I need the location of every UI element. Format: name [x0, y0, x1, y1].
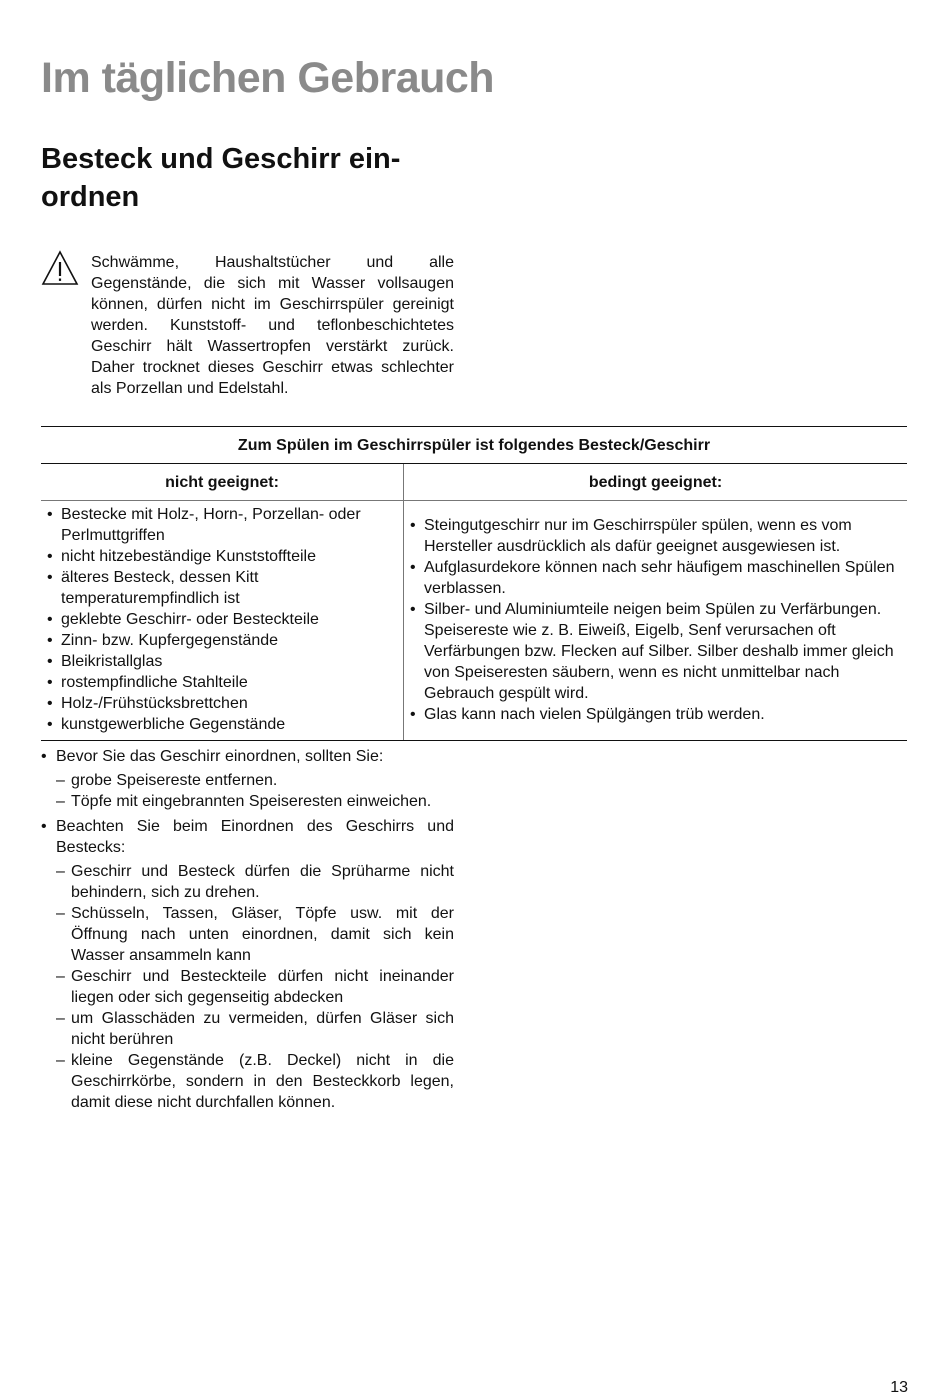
page-title: Im täglichen Gebrauch: [41, 54, 495, 102]
sub-list-item: – Schüsseln, Tassen, Gläser, Töpfe usw. mit der Öffnung nach unten einordnen, damit sich kein Wasser ansammeln kann: [56, 903, 454, 966]
conditionally-suitable-list: [404, 501, 907, 730]
instruction-text: Beachten Sie beim Einordnen des Geschirrs und Bestecks:: [56, 818, 454, 856]
list-item: • Holz-/Frühstücksbrettchen: [47, 693, 399, 714]
list-item: • geklebte Geschirr- oder Besteckteile: [47, 609, 399, 630]
list-item: • Bestecke mit Holz-, Horn-, Porzellan- oder Perlmuttgriffen: [47, 504, 399, 546]
instructions: [41, 746, 454, 1113]
section-title: [41, 140, 461, 216]
sub-list-item: – kleine Gegenstände (z.B. Deckel) nicht in die Geschirrkörbe, sondern in den Besteckkorb legen, damit diese nicht durchfallen können.: [56, 1050, 454, 1113]
list-item: • Silber- und Aluminiumteile neigen beim Spülen zu Verfärbungen. Speisereste wie z. B. Eiweiß, Eigelb, Senf verursachen oft Verfärbungen bzw. Flecken auf Silber. Silber deshalb immer gleich von Speiseresten säubern, wenn es nicht unmittelbar nach Gebrauch gespült wird.: [410, 599, 897, 704]
section-title-line: ordnen: [41, 181, 140, 213]
list-item: • Zinn- bzw. Kupfergegenstände: [47, 630, 399, 651]
compatibility-table: [41, 426, 907, 741]
instruction-item: [41, 816, 454, 1113]
list-item: • älteres Besteck, dessen Kitt temperaturempfindlich ist: [47, 567, 399, 609]
bullet: •: [41, 818, 47, 835]
warning-triangle-icon: [41, 250, 79, 286]
sub-list-item: – um Glasschäden zu vermeiden, dürfen Gläser sich nicht berühren: [56, 1008, 454, 1050]
list-item: • Aufglasurdekore können nach sehr häufigem maschinellen Spülen verblassen.: [410, 557, 897, 599]
table-caption: Zum Spülen im Geschirrspüler ist folgendes Besteck/Geschirr: [41, 427, 907, 464]
instruction-sub-list: [56, 770, 454, 812]
instruction-item: [41, 746, 454, 812]
not-suitable-cell: [41, 501, 404, 741]
conditionally-suitable-cell: [404, 501, 908, 741]
list-item: • nicht hitzebeständige Kunststoffteile: [47, 546, 399, 567]
instruction-sub-list: [56, 861, 454, 1113]
sub-list-item: – Geschirr und Besteckteile dürfen nicht ineinander liegen oder sich gegenseitig abdecken: [56, 966, 454, 1008]
column-header-not-suitable: nicht geeignet:: [41, 464, 404, 501]
instruction-text: Bevor Sie das Geschirr einordnen, sollten Sie:: [56, 748, 384, 765]
page-number: 13: [890, 1379, 908, 1396]
column-header-conditionally-suitable: bedingt geeignet:: [404, 464, 908, 501]
list-item: • Bleikristallglas: [47, 651, 399, 672]
sub-list-item: – Geschirr und Besteck dürfen die Sprüharme nicht behindern, sich zu drehen.: [56, 861, 454, 903]
list-item: • kunstgewerbliche Gegenstände: [47, 714, 399, 735]
sub-list-item: – Töpfe mit eingebrannten Speiseresten einweichen.: [56, 791, 454, 812]
not-suitable-list: [41, 501, 403, 740]
list-item: • Glas kann nach vielen Spülgängen trüb werden.: [410, 704, 897, 725]
list-item: • Steingutgeschirr nur im Geschirrspüler spülen, wenn es vom Hersteller ausdrücklich als dafür geeignet ausgewiesen ist.: [410, 515, 897, 557]
section-title-line: Besteck und Geschirr ein-: [41, 143, 401, 175]
warning-text: Schwämme, Haushaltstücher und alle Gegenstände, die sich mit Wasser vollsaugen können, dürfen nicht im Geschirrspüler gereinigt werden. Kunststoff- und teflonbeschichtetes Geschirr hält Wassertropfen verstärkt zurück. Daher trocknet dieses Geschirr etwas schlechter als Porzellan und Edelstahl.: [91, 254, 454, 397]
bullet: •: [41, 748, 47, 765]
list-item: • rostempfindliche Stahlteile: [47, 672, 399, 693]
sub-list-item: – grobe Speisereste entfernen.: [56, 770, 454, 791]
